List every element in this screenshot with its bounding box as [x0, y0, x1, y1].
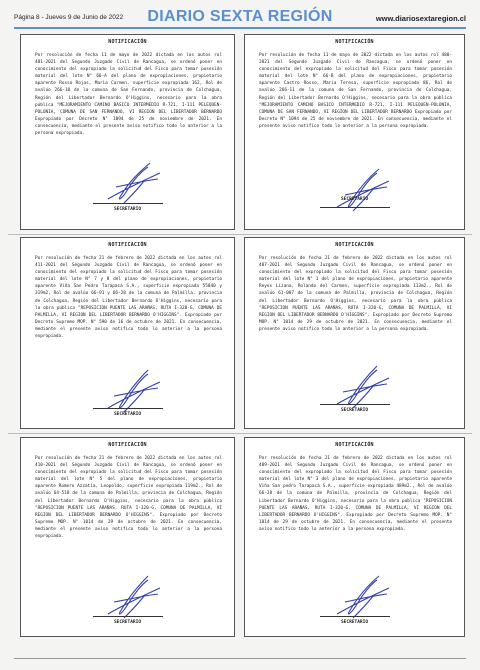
- website-link[interactable]: www.diariosextaregion.cl: [375, 14, 466, 23]
- signature-label: SECRETARIO: [340, 408, 369, 413]
- notice-5: [20, 437, 235, 637]
- notice-4: [244, 237, 465, 429]
- signature-line: [93, 616, 163, 617]
- signature-icon: [325, 362, 395, 410]
- notice-6: [244, 437, 465, 637]
- signature-icon: [98, 366, 168, 414]
- notice-title: NOTIFICACIÓN: [335, 39, 374, 45]
- page-date: Página 8 - Jueves 9 de Junio de 2022: [14, 14, 124, 21]
- notice-body: Por resolución de fecha 11 de mayo de 2022 dictada en los autos rol 481-2021 del Segundo Juzgado Civil de Rancagua, se ordenó poner en conocimiento del expropiado la solicitud del Fisco para tomar posesión material del lote N° 66-A del plano de expropiaciones, propietario aparente Rosso Rojas, Maria Carmen, superficie expropiada 162, Rol de avalúo 266-10 de la comuna de San Fernando, provincia de Colchagua, Región del Libertador Bernardo O'Higgins, necesario para la obra pública "MEJORAMIENTO CAMINO BASICO INTERMEDIO R-721, I-111 PELEQUEN-POLONIA, COMUNA DE SAN FERNANDO, VI REGION DEL LIBERTADOR BERNARDO Expropiado por Decreto N° 1094 de 25 de noviembre de 2021. En consecuencia, mediante el presente aviso notifico todo lo anterior a la persona expropiada.: [35, 53, 222, 137]
- footer-rule: [14, 658, 466, 659]
- signature-line: [320, 616, 390, 617]
- signature-label: SECRETARIO: [113, 620, 142, 625]
- notice-body: Por resolución de fecha 11 de mayo de 2022 dictada en los autos rol 480-2021 del Segundo Juzgado Civil de Rancagua, se ordenó poner en conocimiento del expropiado la solicitud del Fisco para tomar posesión material del lote N° 66-B del plano de expropiaciones, propietario aparente Castro Rosso, Maria Teresa, superficie expropiada 86, Rol de avalúo 266-11 de la comuna de San Fernando, provincia de Colchagua, Región del Libertador Bernardo O'Higgins, necesario para la obra pública "MEJORAMIENTO CAMINO BASICO INTERMEDIO R-721, I-111 PELEQUEN-POLONIA, COMUNA DE SAN FERNANDO, VI REGION DEL LIBERTADOR BERNARDO Expropiado por Decreto N° 1094 de 25 de noviembre de 2021. En consecuencia, mediante el presente aviso notifico todo lo anterior a la persona expropiada.: [259, 53, 452, 129]
- signature-label: SECRETARIO: [113, 412, 142, 417]
- notice-title: NOTIFICACIÓN: [335, 442, 374, 448]
- page-header: [0, 0, 480, 32]
- notice-3: [20, 237, 235, 429]
- notice-body: Por resolución de fecha 21 de febrero de 2022 dictada en los autos rol 411-2021 del Segundo Juzgado Civil de Rancagua, se ordenó poner en conocimiento del expropiado la solicitud del Fisco para tomar posesión material del lote N° 7 y 8 del plano de expropiaciones, propietario aparente Viña San Pedro Tarapacá S.A., superficie expropiada 55840 y 319m2, Rol de avalúo 66-91 y 66-28 de la comuna de Palmilla, provincia de Colchagua, Región del Libertador Bernardo O'Higgins, necesario para la obra pública "REPOSICION PUENTE LAS ARAÑAS, RUTA I-320-G, COMUNA DE PALMILLA, VI REGION DEL LIBERTADOR BERNARDO O'HIGGINS". Expropiado por Decreto Supremo MOP. N° 590 de 16 de octubre de 2021. En consecuencia, mediante el presente aviso notifico todo lo anterior a la persona expropiada.: [35, 256, 222, 340]
- notice-title: NOTIFICACIÓN: [108, 442, 147, 448]
- notice-title: NOTIFICACIÓN: [335, 242, 374, 248]
- signature-icon: [325, 572, 395, 620]
- notice-title: NOTIFICACIÓN: [108, 39, 147, 45]
- signature-line: [320, 404, 390, 405]
- row-separator: [8, 433, 472, 434]
- signature-label: SECRETARIO: [340, 197, 369, 202]
- signature-line: [93, 408, 163, 409]
- row-separator: [8, 234, 472, 235]
- notice-body: Por resolución de fecha 21 de febrero de 2022 dictada en los autos rol 407-2021 del Segundo Juzgado Civil de Rancagua, se ordenó poner en conocimiento del expropiado la solicitud del Fisco para tomar posesión material del lote N° 1 del plano de expropiaciones, propietario aparente Reyes Lizana, Rolando del Carmen, superficie expropiada 113m2., Rol de avalúo 61-007 de la comuna de Palmilla, provincia de Colchagua, Región del Libertador Bernardo O'Higgins, necesario para la obra pública "REPOSICION PUENTE LAS ARAÑAS, RUTA I-320-G, COMUNA DE PALMILLA, VI REGION DEL LIBERTADOR BERNARDO O'HIGGINS". Expropiado por Decreto Supremo MOP. N° 1014 de 29 de octubre de 2021. En consecuencia, mediante el presente aviso notifico todo lo anterior a la persona expropiada.: [259, 256, 452, 332]
- signature-label: SECRETARIO: [340, 620, 369, 625]
- signature-line: [320, 207, 390, 208]
- signature-icon: [98, 159, 168, 207]
- signature-icon: [98, 572, 168, 620]
- notice-1: [20, 34, 235, 230]
- notice-2: [244, 34, 465, 230]
- masthead: DIARIO SEXTA REGIÓN: [147, 8, 333, 25]
- signature-icon: [325, 165, 395, 213]
- notice-title: NOTIFICACIÓN: [108, 242, 147, 248]
- signature-label: SECRETARIO: [113, 207, 142, 212]
- notice-body: Por resolución de fecha 21 de febrero de 2022 dictada en los autos rol 410-2021 del Segundo Juzgado Civil de Rancagua, se ordenó poner en conocimiento del expropiado la solicitud del Fisco para tomar posesión material del lote N° 5 del plano de expropiaciones, propietario aparente Romero Azzatia, Leopoldo, superficie expropiada 119m2., Rol de avalúo 64-510 de la comuna de Palmilla, provincia de Colchagua, Región del Libertador Bernardo O'Higgins, necesario para la obra pública "REPOSICION PUENTE LAS ARAÑAS, RUTA I-320-G, COMUNA DE PALMILLA, VI REGION DEL LIBERTADOR BERNARDO O'HIGGINS". Expropiado por Decreto Supremo MOP. N° 1014 de 29 de octubre de 2021. En consecuencia, mediante el presente aviso notifico todo lo anterior a la persona expropiada.: [35, 456, 222, 540]
- header-rule: [14, 27, 466, 29]
- notice-body: Por resolución de fecha 21 de febrero de 2022 dictada en los autos rol 409-2021 del Segundo Juzgado Civil de Rancagua, se ordenó poner en conocimiento del expropiado la solicitud del Fisco para tomar posesión material del lote N° 3 del plano de expropiaciones, propietario aparente Viña San pedro Tarapacá S.A., superficie expropiada 489m2., Rol de avalúo 66-28 de la comuna de Palmilla, provincia de Colchagua, Región del Libertador Bernardo O'Higgins, necesario para la obra pública "REPOSICION PUENTE LAS ARAÑAS, RUTA I-320-G, COMUNA DE PALMILLA, VI REGION DEL LIBERTADOR BERNARDO O'HIGGINS". Expropiado por Decreto Supremo MOP. N° 1014 de 29 de octubre de 2021. En consecuencia, mediante el presente aviso notifico todo lo anterior a la persona expropiada.: [259, 456, 452, 532]
- signature-line: [93, 203, 163, 204]
